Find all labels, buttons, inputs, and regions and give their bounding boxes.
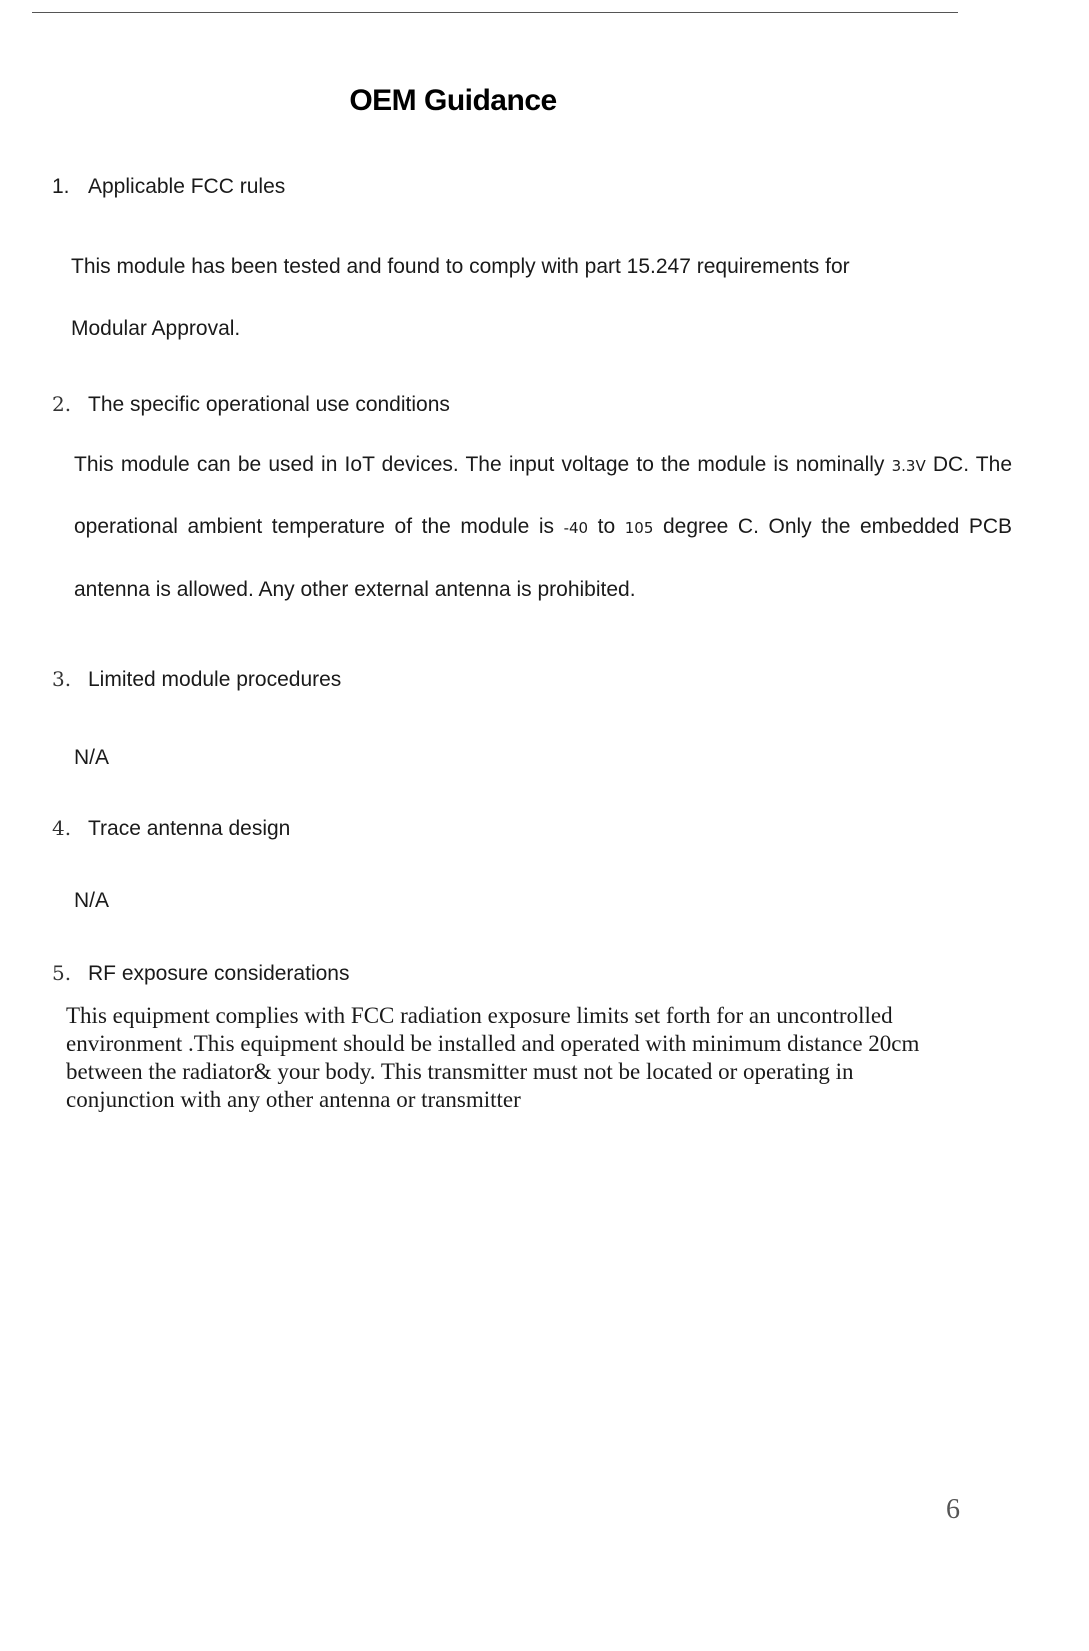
- section-1-number: 1.: [52, 175, 70, 198]
- section-3-number: 3.: [52, 667, 72, 691]
- section-1-line-1: This module has been tested and found to comply with part 15.247 requirements for: [71, 255, 850, 278]
- section-1-line-2: Modular Approval.: [71, 317, 241, 340]
- temperature-min-value: -40: [563, 519, 589, 537]
- section-2-number: 2.: [52, 392, 72, 416]
- section-2-line-2-to: to: [588, 515, 625, 538]
- document-title: OEM Guidance: [349, 84, 557, 117]
- section-4-number: 4.: [52, 816, 72, 840]
- temperature-max-value: 105: [624, 519, 654, 537]
- section-5-heading: [52, 961, 349, 986]
- section-4-heading: [52, 816, 290, 841]
- section-2-heading: [52, 392, 450, 417]
- section-2-title: The specific operational use conditions: [88, 393, 450, 416]
- rf-exposure-line-3: between the radiator& your body. This transmitter must not be located or operating in: [66, 1059, 854, 1084]
- section-4-title: Trace antenna design: [88, 817, 291, 840]
- section-2-line-2: [74, 515, 1012, 539]
- rf-exposure-line-2: environment .This equipment should be installed and operated with minimum distance 20cm: [66, 1031, 920, 1056]
- section-5-number: 5.: [52, 961, 72, 985]
- section-2-line-1: [74, 453, 1012, 477]
- input-voltage-value: 3.3V: [891, 457, 926, 475]
- section-3-body: N/A: [74, 746, 110, 769]
- section-3-heading: [52, 667, 341, 692]
- rf-exposure-line-1: This equipment complies with FCC radiation exposure limits set forth for an uncontrolled: [66, 1003, 893, 1028]
- section-3-title: Limited module procedures: [88, 668, 342, 691]
- section-2-line-1-text-b: DC. The: [925, 453, 1012, 476]
- section-5-title: RF exposure considerations: [88, 962, 350, 985]
- section-4-body: N/A: [74, 889, 110, 912]
- section-1-title: Applicable FCC rules: [88, 175, 286, 198]
- section-2-line-2-text-a: operational ambient temperature of the module is: [74, 515, 564, 538]
- rf-exposure-statement: [66, 1002, 986, 1114]
- section-2-line-3: antenna is allowed. Any other external antenna is prohibited.: [74, 578, 636, 601]
- section-1-heading: [52, 175, 285, 199]
- header-rule: [32, 12, 958, 13]
- section-2-line-1-text-a: This module can be used in IoT devices. The input voltage to the module is nominally: [74, 453, 892, 476]
- rf-exposure-line-4: conjunction with any other antenna or transmitter: [66, 1087, 521, 1112]
- section-2-line-2-text-b: degree C. Only the embedded PCB: [653, 515, 1012, 538]
- page-number: 6: [946, 1494, 960, 1525]
